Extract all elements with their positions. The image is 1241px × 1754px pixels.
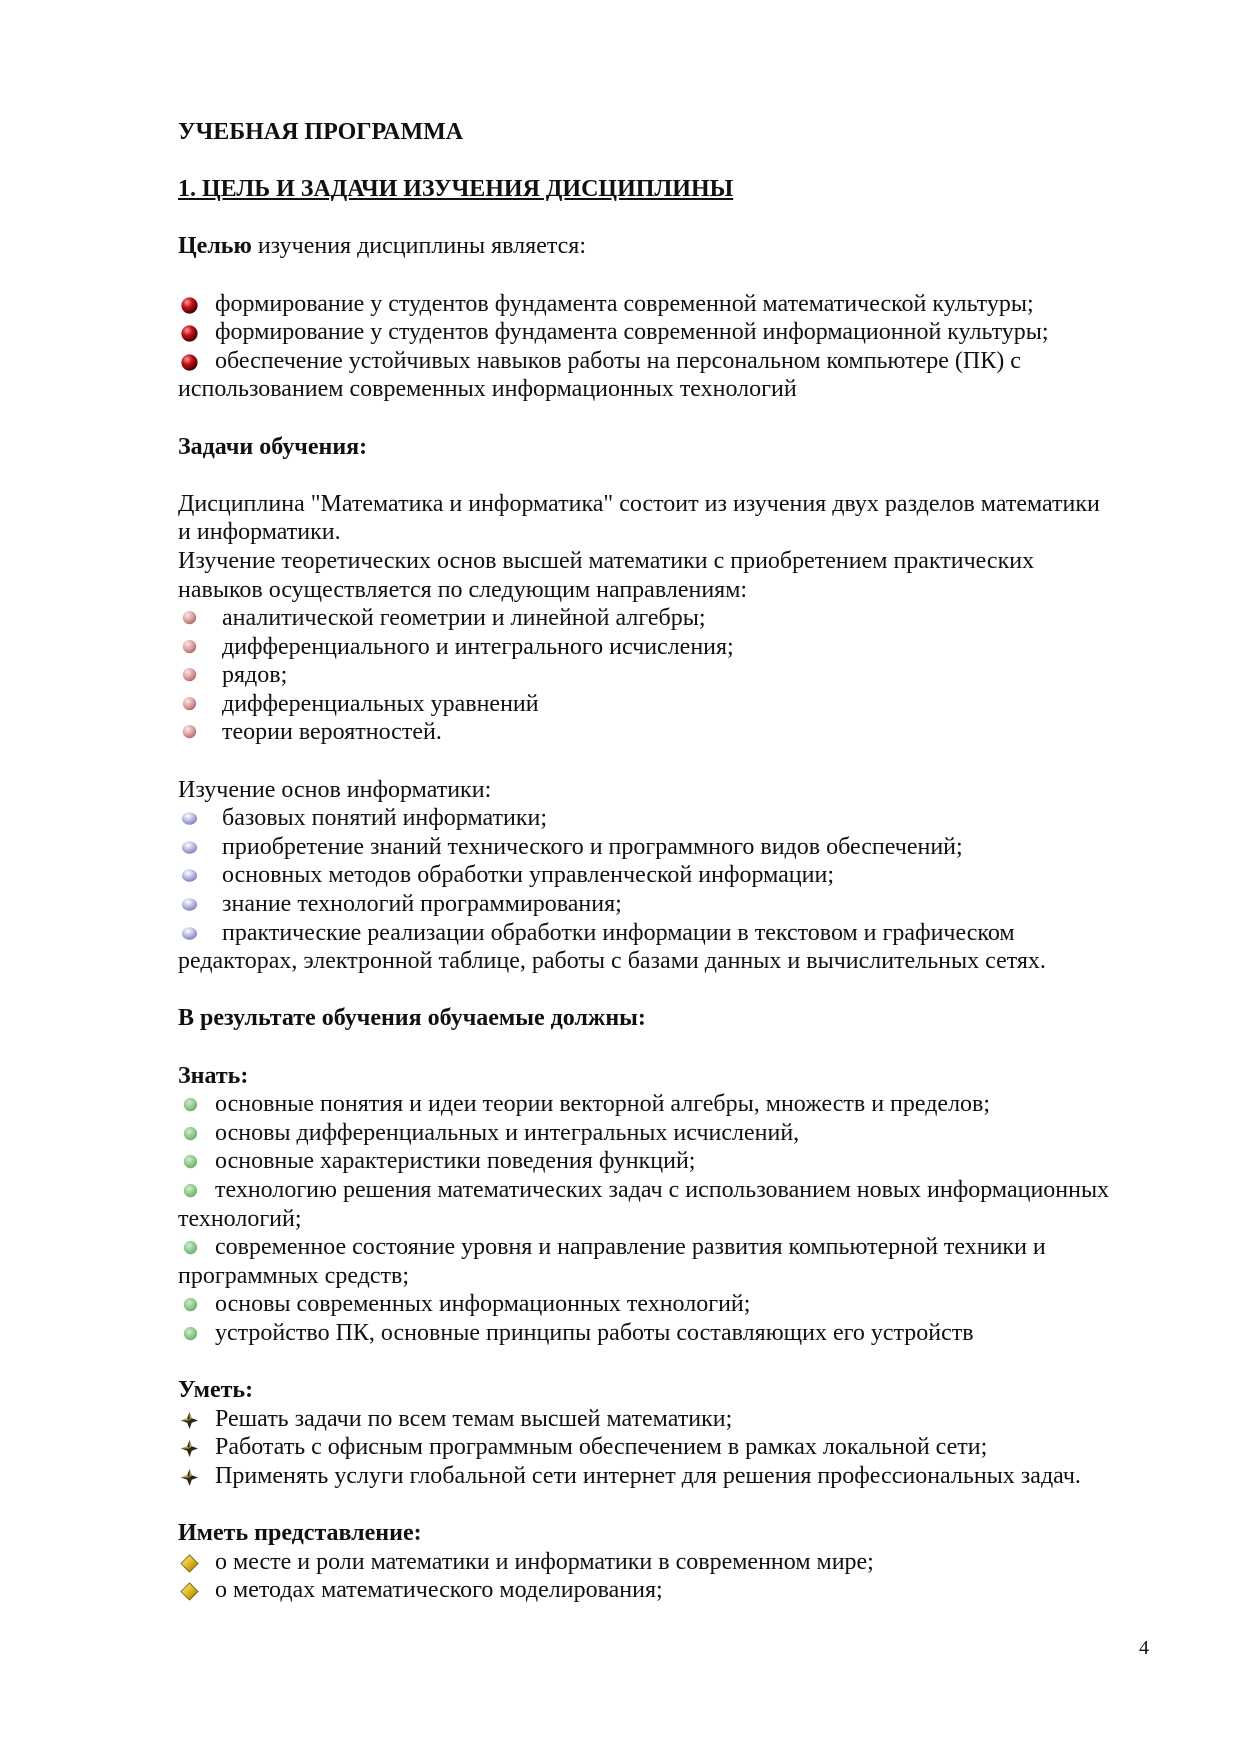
math-item-text: аналитической геометрии и линейной алгебры; [222, 605, 706, 632]
list-item [178, 1319, 1168, 1348]
list-item [178, 633, 1168, 662]
tasks-paragraph-line: и информатики. [178, 519, 341, 546]
green-dot-bullet-icon [180, 1096, 199, 1115]
lavender-sphere-bullet-icon [180, 839, 199, 858]
know-item-text: современное состояние уровня и направление развития компьютерной техники и [215, 1234, 1046, 1261]
list-item [178, 890, 1168, 919]
informatics-item-text: практические реализации обработки информации в текстовом и графическом [222, 919, 1015, 946]
know-item-text: основные характеристики поведения функций; [215, 1148, 696, 1175]
star-bullet-icon [180, 1411, 199, 1430]
green-dot-bullet-icon [180, 1239, 199, 1258]
idea-item-text: о месте и роли математики и информатики в современном мире; [215, 1548, 874, 1575]
know-item-text: устройство ПК, основные принципы работы составляющих его устройств [215, 1319, 974, 1346]
result-heading: В результате обучения обучаемые должны: [178, 1005, 646, 1032]
goal-item-text: формирование у студентов фундамента современной информационной культуры; [215, 319, 1049, 346]
pink-sphere-bullet-icon [180, 696, 199, 715]
can-heading: Уметь: [178, 1377, 254, 1404]
idea-item-text: о методах математического моделирования; [215, 1577, 663, 1604]
idea-heading: Иметь представление: [178, 1520, 422, 1547]
list-item [178, 861, 1168, 890]
pink-sphere-bullet-icon [180, 610, 199, 629]
math-item-text: рядов; [222, 662, 288, 689]
green-dot-bullet-icon [180, 1153, 199, 1172]
red-sphere-bullet-icon [180, 296, 199, 315]
informatics-item-text: приобретение знаний технического и программного видов обеспечений; [222, 833, 963, 860]
pink-sphere-bullet-icon [180, 724, 199, 743]
informatics-item-continuation: редакторах, электронной таблице, работы с базами данных и вычислительных сетях. [178, 948, 1046, 975]
star-bullet-icon [180, 1468, 199, 1487]
green-dot-bullet-icon [180, 1296, 199, 1315]
list-item [178, 1119, 1168, 1148]
list-item [178, 690, 1168, 719]
document-page [178, 118, 1168, 1605]
goal-intro [178, 232, 1168, 261]
star-bullet-icon [180, 1439, 199, 1458]
list-item [178, 347, 1168, 376]
goal-intro-text: изучения дисциплины является: [251, 233, 586, 260]
goal-intro-bold: Целью [178, 233, 252, 260]
pink-sphere-bullet-icon [180, 667, 199, 686]
gold-diamond-bullet-icon [180, 1554, 199, 1573]
tasks-paragraph-line: Изучение теоретических основ высшей математики с приобретением практических [178, 547, 1035, 574]
goal-item-text: обеспечение устойчивых навыков работы на персональном компьютере (ПК) с [215, 347, 1021, 374]
list-item [178, 1548, 1168, 1577]
know-item-continuation: программных средств; [178, 1262, 410, 1289]
goal-item-continuation: использованием современных информационных технологий [178, 376, 797, 403]
list-item [178, 804, 1168, 833]
green-dot-bullet-icon [180, 1182, 199, 1201]
informatics-item-text: основных методов обработки управленческой информации; [222, 862, 834, 889]
list-item [178, 1290, 1168, 1319]
list-item [178, 718, 1168, 747]
informatics-item-text: знание технологий программирования; [222, 891, 622, 918]
list-item [178, 833, 1168, 862]
list-item [178, 1462, 1168, 1491]
tasks-paragraph-line: навыков осуществляется по следующим направлениям: [178, 576, 748, 603]
math-item-text: дифференциальных уравнений [222, 690, 539, 717]
lavender-sphere-bullet-icon [180, 810, 199, 829]
know-item-text: основы дифференциальных и интегральных исчислений, [215, 1119, 800, 1146]
can-item-text: Применять услуги глобальной сети интернет для решения профессиональных задач. [215, 1462, 1081, 1489]
can-item-text: Решать задачи по всем темам высшей математики; [215, 1405, 733, 1432]
tasks-paragraph-line: Дисциплина "Математика и информатика" состоит из изучения двух разделов математики [178, 490, 1100, 517]
green-dot-bullet-icon [180, 1125, 199, 1144]
informatics-item-text: базовых понятий информатики; [222, 805, 547, 832]
green-dot-bullet-icon [180, 1325, 199, 1344]
page-number: 4 [1139, 1637, 1149, 1659]
section-heading: 1. ЦЕЛЬ И ЗАДАЧИ ИЗУЧЕНИЯ ДИСЦИПЛИНЫ [178, 176, 734, 203]
informatics-intro: Изучение основ информатики: [178, 776, 492, 803]
goal-item-text: формирование у студентов фундамента современной математической культуры; [215, 290, 1034, 317]
list-item [178, 661, 1168, 690]
can-item-text: Работать с офисным программным обеспечением в рамках локальной сети; [215, 1434, 988, 1461]
page-title: УЧЕБНАЯ ПРОГРАММА [178, 119, 464, 145]
pink-sphere-bullet-icon [180, 639, 199, 658]
list-item [178, 318, 1168, 347]
red-sphere-bullet-icon [180, 324, 199, 343]
gold-diamond-bullet-icon [180, 1582, 199, 1601]
math-item-text: дифференциального и интегрального исчисления; [222, 633, 734, 660]
list-item [178, 1090, 1168, 1119]
know-item-text: основные понятия и идеи теории векторной алгебры, множеств и пределов; [215, 1091, 991, 1118]
list-item [178, 1405, 1168, 1434]
list-item [178, 1176, 1168, 1205]
know-heading: Знать: [178, 1062, 249, 1089]
list-item [178, 1576, 1168, 1605]
red-sphere-bullet-icon [180, 353, 199, 372]
lavender-sphere-bullet-icon [180, 925, 199, 944]
know-item-continuation: технологий; [178, 1205, 302, 1232]
lavender-sphere-bullet-icon [180, 896, 199, 915]
math-item-text: теории вероятностей. [222, 719, 442, 746]
list-item [178, 1147, 1168, 1176]
list-item [178, 290, 1168, 319]
list-item [178, 604, 1168, 633]
lavender-sphere-bullet-icon [180, 867, 199, 886]
list-item [178, 1233, 1168, 1262]
list-item [178, 919, 1168, 948]
list-item [178, 1433, 1168, 1462]
know-item-text: технологию решения математических задач с использованием новых информационных [215, 1176, 1110, 1203]
know-item-text: основы современных информационных технологий; [215, 1291, 751, 1318]
tasks-heading: Задачи обучения: [178, 433, 368, 460]
